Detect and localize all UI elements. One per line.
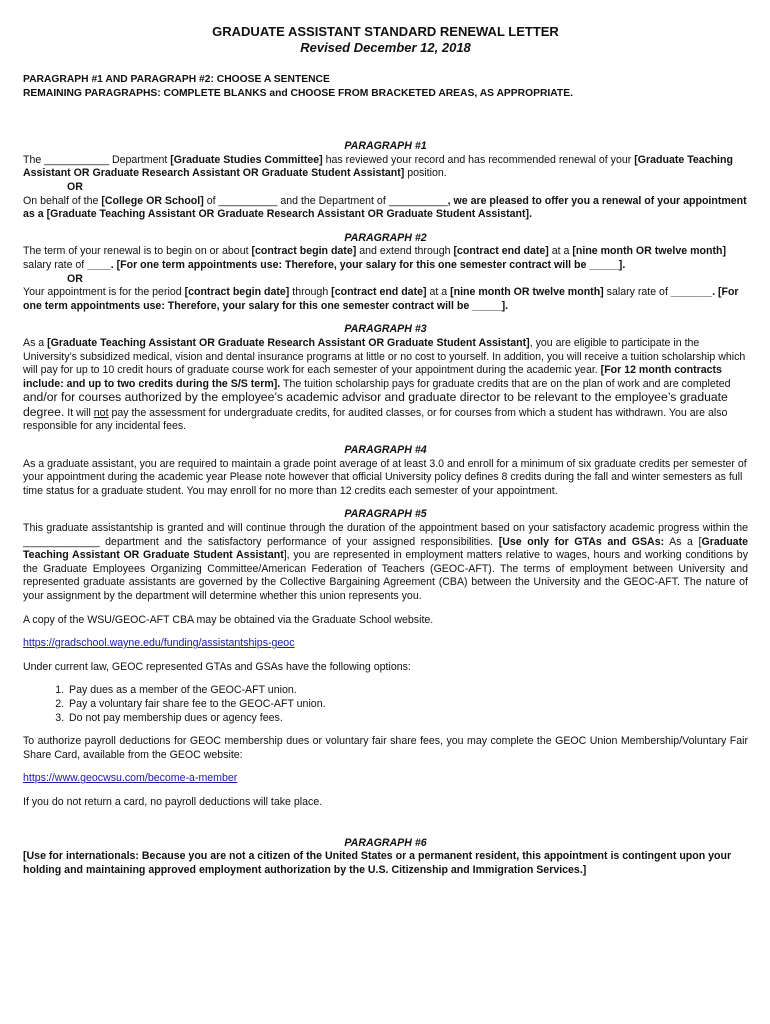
letter-page [23,24,748,877]
text-run: The ___________ Department [23,153,171,166]
text-run: The term of your renewal is to begin on or about [23,245,252,258]
list-item: 1. Pay dues as a member of the GEOC-AFT union. [67,684,748,698]
bracket-text: [nine month OR twelve month] [450,286,604,299]
gradschool-link[interactable]: https://gradschool.wayne.edu/funding/assistantships-geoc [23,637,295,650]
bracket-text: [Use only for GTAs and GSAs: [498,535,665,548]
text-run: As a [ [664,535,702,548]
bracket-text: Graduate Teaching Assistant OR Graduate Student Assistant [23,535,748,562]
paragraph-4-body: As a graduate assistant, you are required to maintain a grade point average of at least 3.0 and enroll for a minimum of six graduate credits per semester of your appointment during the academic year Please note however that official University policy defines 8 credits during the fall and winter semesters as full time status for a graduate student. You may enroll for no more than 12 credits each semester of your appointment. [23,457,747,497]
paragraph-1-option-b [23,195,748,222]
paragraph-4-heading: PARAGRAPH #4 [344,444,427,457]
instructions [23,73,748,100]
text-run: On behalf of the [23,194,102,207]
paragraph-6-body [23,850,748,877]
geoc-link-line [23,772,748,786]
paragraph-5-heading: PARAGRAPH #5 [344,508,427,521]
text-run: ], you are represented in employment matters relative to wages, hours and working conditions by the Graduate Employees Organizing Committee/American Federation of Teachers (GEOC-AFT). The terms of employment between University and represented graduate assistants are governed by the Collective Bargaining Agreement (CBA) between the University and the GEOC-AFT. The nature of your assignment by the department will determine whether this union represents you. [23,549,748,602]
text-run: The tuition scholarship pays for graduate credits that are on the plan of work and are completed [280,377,731,390]
text-run: salary rate of [603,286,671,299]
bracket-text: [Graduate Teaching Assistant OR Graduate Research Assistant OR Graduate Student Assistant]. [46,208,533,221]
text-run: and/or for courses authorized by the employee’s academic advisor and graduate director to be relevant to the employee’s graduate degree. [23,390,728,419]
text-run: through [289,286,332,299]
bracket-text: , we are pleased to offer you a renewal of your appointment as a [23,194,747,221]
options-intro: Under current law, GEOC represented GTAs and GSAs have the following options: [23,660,411,673]
text-run: Your appointment is for the period [23,286,185,299]
text-run: salary rate of [23,258,88,271]
text-run: , you are eligible to participate in the University’s subsidized medical, vision and dental insurance programs at little or no cost to yourself. In addition, you will receive a tuition scholarship which will pay for up to 10 credit hours of graduate course work for each semester of your appointment during the academic year. [23,336,746,377]
bracket-text: [Graduate Teaching Assistant OR Graduate Research Assistant OR Graduate Student Assistant] [23,153,733,180]
bracket-text: [Graduate Studies Committee] [170,153,323,166]
paragraph-2-heading: PARAGRAPH #2 [344,231,427,244]
paragraph-3-heading: PARAGRAPH #3 [344,323,427,336]
bracket-text: ____. [For one term appointments use: Therefore, your salary for this one semester contract will be _____]. [87,258,626,271]
bracket-text: [For 12 month contracts include: and up to two credits during the S/S term]. [23,364,722,390]
paragraph-1-heading: PARAGRAPH #1 [344,140,427,153]
text-run: at a [548,245,573,258]
text-run: pay the assessment for undergraduate credits, for audited classes, or for courses from which a student has withdrawn. You are also responsible for any incidental fees. [23,406,728,433]
bracket-text: [nine month OR twelve month] [572,245,726,258]
text-run: As a [23,336,48,349]
bracket-text: [contract end date] [453,245,549,258]
text-run: and extend through [356,245,454,258]
instruction-line-2: REMAINING PARAGRAPHS: COMPLETE BLANKS and CHOOSE FROM BRACKETED AREAS, AS APPROPRIATE. [23,87,573,99]
paragraph-6-heading: PARAGRAPH #6 [344,836,427,849]
text-run: has reviewed your record and has recommended renewal of your [322,153,635,166]
bracket-text: _______. [For one term appointments use: Therefore, your salary for this one semester contract will be _____]. [23,286,739,312]
bracket-text: [contract begin date] [184,286,290,299]
paragraph-2-option-b [23,286,748,313]
list-item: 3. Do not pay membership dues or agency fees. [67,712,748,726]
paragraph-5-body [23,522,748,604]
no-return-note: If you do not return a card, no payroll deductions will take place. [23,795,323,808]
list-item: 2. Pay a voluntary fair share fee to the GEOC-AFT union. [67,698,748,712]
text-run: position. [404,167,447,180]
bracket-text: [College OR School] [101,194,204,207]
text-run: of __________ and the Department of __________ [203,194,448,207]
underlined-text: not [93,406,109,419]
bracket-text: [Graduate Teaching Assistant OR Graduate Research Assistant OR Graduate Student Assistant] [47,336,530,349]
or-separator: OR [67,272,83,285]
document-title: GRADUATE ASSISTANT STANDARD RENEWAL LETTER [212,24,559,39]
options-list [23,684,748,725]
paragraph-2-option-a [23,245,748,272]
paragraph-3-body [23,337,748,434]
cba-note: A copy of the WSU/GEOC-AFT CBA may be obtained via the Graduate School website. [23,613,434,626]
authorize-text: To authorize payroll deductions for GEOC membership dues or voluntary fair share fees, you may complete the GEOC Union Membership/Voluntary Fair Share Card, available from the GEOC website: [23,735,748,761]
bracket-text: [Use for internationals: Because you are not a citizen of the United States or a permanent resident, this appointment is contingent upon your holding and maintaining approved employment authorization by the U.S. Citizenship and Immigration Services.] [23,850,732,876]
text-run: This graduate assistantship is granted and will continue through the duration of the appointment based on your satisfactory academic progress within the _____________ department and the satisfactory performance of your assigned responsibilities. [23,522,748,548]
document-subtitle: Revised December 12, 2018 [300,40,471,55]
or-separator: OR [67,180,83,193]
gradschool-link-line [23,637,748,651]
bracket-text: [contract end date] [331,286,427,299]
text-run: at a [426,286,451,299]
geoc-link[interactable]: https://www.geocwsu.com/become-a-member [23,772,238,785]
bracket-text: [contract begin date] [251,245,357,258]
instruction-line-1: PARAGRAPH #1 AND PARAGRAPH #2: CHOOSE A SENTENCE [23,74,330,85]
text-run: It will [64,406,94,419]
paragraph-1-option-a [23,154,748,181]
